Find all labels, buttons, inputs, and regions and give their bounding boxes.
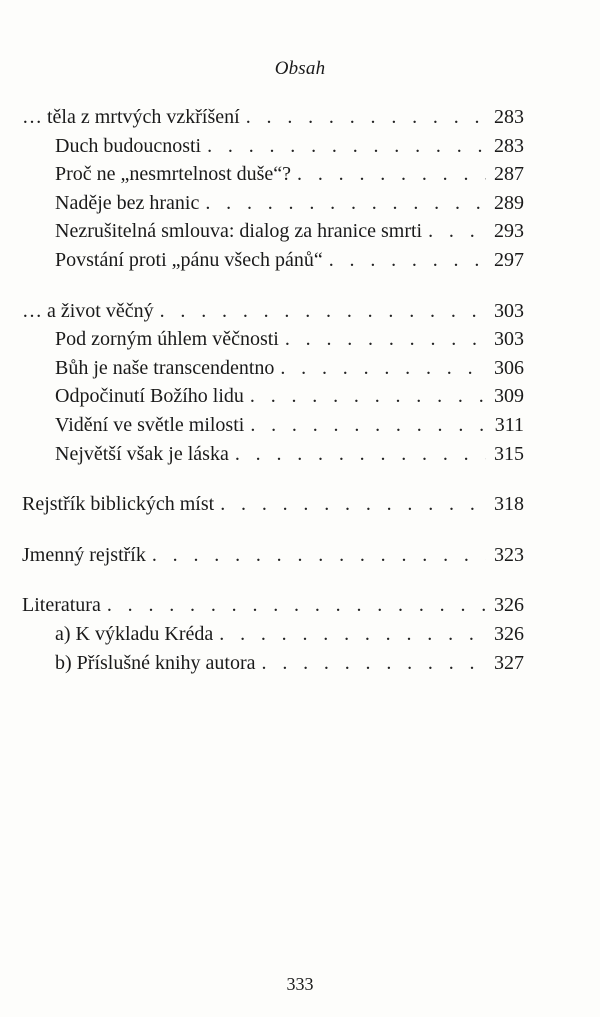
toc-leader-dots [250, 411, 486, 440]
toc-leader-dots [160, 297, 486, 326]
toc-leader-dots [246, 103, 486, 132]
toc-entry-title: Nezrušitelná smlouva: dialog za hranice smrti [55, 220, 423, 243]
toc-entry-page: 327 [494, 651, 524, 674]
toc-leader-dots [280, 354, 486, 383]
page-number: 333 [286, 974, 314, 994]
toc-subentry [22, 246, 524, 275]
toc-subentry [22, 411, 524, 440]
toc-subentry [22, 217, 524, 246]
toc-entry-title: Odpočinutí Božího lidu [55, 385, 244, 408]
toc-subentry [22, 440, 524, 469]
toc-subentry [22, 325, 524, 354]
toc-entry-title: b) Příslušné knihy autora [55, 651, 256, 674]
toc-entry-title: Největší však je láska [55, 442, 229, 465]
toc-entry-title: Jmenný rejstřík [22, 543, 146, 566]
toc-leader-dots [152, 541, 486, 570]
toc-leader-dots [329, 246, 486, 275]
toc-subentry [22, 132, 524, 161]
toc-entry-title: a) K výkladu Kréda [55, 622, 214, 645]
toc-entry-title: Povstání proti „pánu všech pánů“ [55, 248, 323, 271]
toc-leader-dots [220, 490, 486, 519]
toc-subentry [22, 649, 524, 678]
toc-entry-title: … těla z mrtvých vzkříšení [22, 106, 240, 128]
toc-entry-page: 287 [494, 163, 524, 186]
toc-leader-dots [207, 132, 486, 161]
toc-group-literature [22, 591, 524, 677]
toc-entry [22, 297, 524, 326]
toc-entry-title: Proč ne „nesmrtelnost duše“? [55, 163, 292, 186]
toc-entry-page: 323 [494, 543, 524, 566]
toc-entry-page: 311 [494, 413, 524, 436]
toc-entry-page: 309 [494, 385, 524, 408]
toc-entry-page: 293 [494, 220, 524, 243]
toc-group-biblical-index [22, 490, 524, 519]
toc-leader-dots [205, 189, 486, 218]
toc-leader-dots [250, 382, 486, 411]
toc-entry-title: Rejstřík biblických míst [22, 493, 215, 516]
toc-entry-page: 283 [494, 106, 524, 128]
toc-leader-dots [428, 217, 486, 246]
toc-subentry [22, 620, 524, 649]
toc-entry-page: 318 [494, 493, 524, 516]
toc-entry-title: Vidění ve světle milosti [55, 413, 245, 436]
toc-group-eternal-life [22, 297, 524, 469]
toc-entry-page: 303 [494, 328, 524, 351]
toc-subentry [22, 354, 524, 383]
toc-leader-dots [285, 325, 486, 354]
page-header-title: Obsah [274, 58, 326, 79]
toc-entry-page: 289 [494, 191, 524, 214]
toc-entry-page: 315 [494, 442, 524, 465]
toc-subentry [22, 189, 524, 218]
toc-leader-dots [107, 591, 486, 620]
toc-subentry [22, 160, 524, 189]
toc-group-resurrection [22, 103, 524, 275]
toc-entry-title: Bůh je naše transcendentno [55, 356, 275, 379]
toc-entry-title: Duch budoucnosti [55, 134, 202, 157]
toc-entry-title: Naděje bez hranic [55, 191, 200, 214]
toc-group-name-index [22, 541, 524, 570]
toc-entry-page: 283 [494, 134, 524, 157]
toc-entry [22, 591, 524, 620]
toc-entry-page: 303 [494, 299, 524, 322]
toc-entry-title: Pod zorným úhlem věčnosti [55, 328, 279, 351]
toc-entry [22, 541, 524, 570]
toc-entry-page: 326 [494, 622, 524, 645]
toc-entry-page: 297 [494, 248, 524, 271]
toc-leader-dots [297, 160, 486, 189]
toc-leader-dots [262, 649, 486, 678]
toc-entry-title: … a život věčný [22, 299, 154, 322]
toc-subentry [22, 382, 524, 411]
toc-entry [22, 103, 524, 132]
toc-entry-page: 306 [494, 356, 524, 379]
toc-entry [22, 490, 524, 519]
toc-entry-page: 326 [494, 594, 524, 617]
toc-entry-title: Literatura [22, 594, 101, 617]
toc-leader-dots [235, 440, 486, 469]
toc-leader-dots [219, 620, 486, 649]
table-of-contents [22, 103, 524, 699]
